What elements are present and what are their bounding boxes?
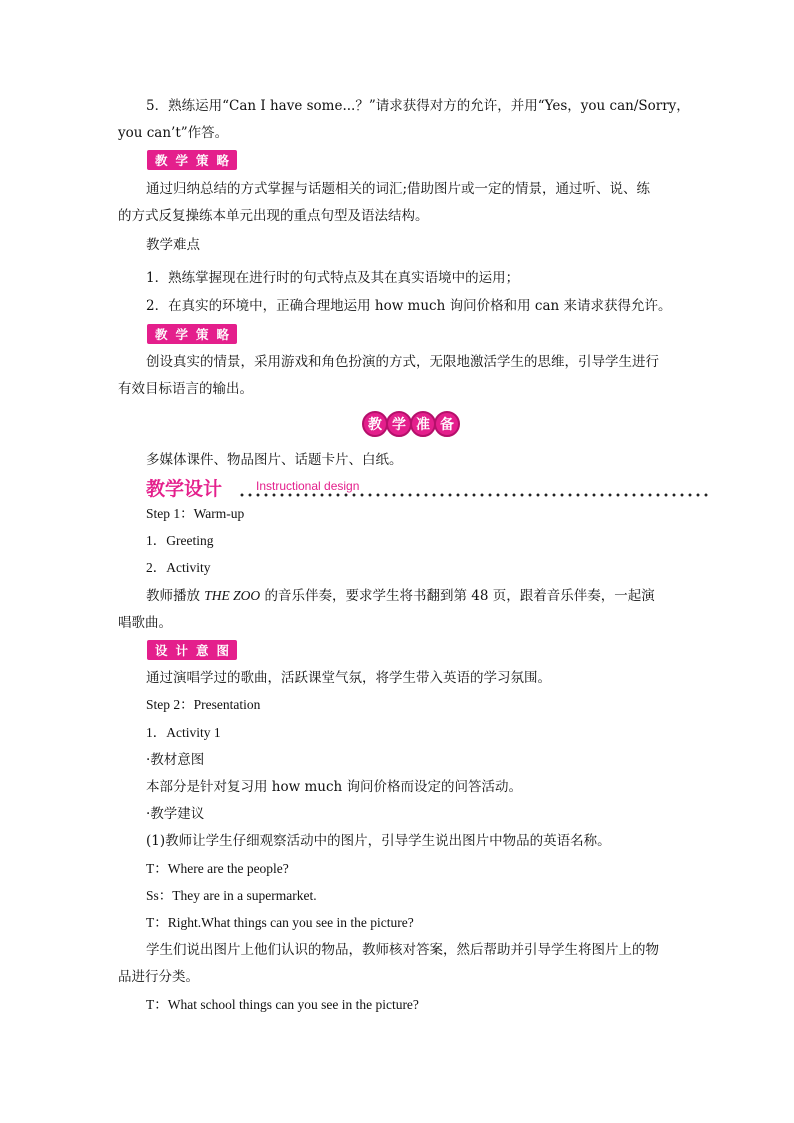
song-title: THE ZOO — [204, 588, 261, 603]
difficulty-2: 2．在真实的环境中，正确合理地运用 how much 询问价格和用 can 来请求获得允许。 — [146, 298, 672, 314]
prep-materials: 多媒体课件、物品图片、话题卡片、白纸。 — [146, 452, 403, 468]
objective-5-line2: you can’t”作答。 — [118, 125, 229, 141]
activity-description-line2: 唱歌曲。 — [118, 615, 172, 631]
strategy-badge-1: 教 学 策 略 — [147, 150, 237, 170]
material-intent-text: 本部分是针对复习用 how much 询问价格而设定的问答活动。 — [146, 779, 523, 795]
difficulties-heading: 教学难点 — [146, 237, 200, 253]
step-1-item-2: 2．Activity — [146, 560, 211, 575]
strategy-2-line2: 有效目标语言的输出。 — [118, 381, 253, 397]
step-2-item-1: 1．Activity 1 — [146, 725, 221, 740]
teaching-prep-title: 教 学 准 备 — [358, 409, 464, 439]
dialogue-line-2: Ss：They are in a supermarket. — [146, 888, 317, 903]
step-2-heading: Step 2：Presentation — [146, 697, 261, 712]
design-intent-text: 通过演唱学过的歌曲，活跃课堂气氛，将学生带入英语的学习氛围。 — [146, 670, 551, 686]
classification-line2: 品进行分类。 — [118, 969, 199, 985]
objective-5-line1: 5．熟练运用“Can I have some...？”请求获得对方的允许，并用“Yes，you can/Sorry， — [146, 98, 690, 114]
strategy-badge-2: 教 学 策 略 — [147, 324, 237, 344]
design-intent-badge: 设 计 意 图 — [147, 640, 237, 660]
dialogue-line-3: T：Right.What things can you see in the picture? — [146, 915, 414, 930]
material-intent-heading: ·教材意图 — [146, 752, 205, 768]
strategy-1-line2: 的方式反复操练本单元出现的重点句型及语法结构。 — [118, 208, 429, 224]
design-title: 教学设计 — [146, 478, 223, 500]
design-subtitle: Instructional design — [256, 479, 360, 493]
dialogue-line-4: T：What school things can you see in the picture? — [146, 997, 419, 1012]
step-1-item-1: 1．Greeting — [146, 533, 214, 548]
dialogue-line-1: T：Where are the people? — [146, 861, 289, 876]
step-1-heading: Step 1：Warm-up — [146, 506, 245, 521]
difficulty-1: 1．熟练掌握现在进行时的句式特点及其在真实语境中的运用； — [146, 270, 520, 286]
teaching-suggestion-heading: ·教学建议 — [146, 806, 205, 822]
dotted-divider — [238, 493, 710, 497]
classification-line1: 学生们说出图片上他们认识的物品，教师核对答案，然后帮助并引导学生将图片上的物 — [146, 942, 659, 958]
strategy-2-line1: 创设真实的情景，采用游戏和角色扮演的方式，无限地激活学生的思维，引导学生进行 — [146, 354, 659, 370]
activity-description-line1: 教师播放 THE ZOO 的音乐伴奏，要求学生将书翻到第 48 页，跟着音乐伴奏，一起演 — [146, 588, 655, 604]
suggestion-1: (1)教师让学生仔细观察活动中的图片，引导学生说出图片中物品的英语名称。 — [146, 833, 611, 849]
strategy-1-line1: 通过归纳总结的方式掌握与话题相关的词汇;借助图片或一定的情景，通过听、说、练 — [146, 181, 651, 197]
